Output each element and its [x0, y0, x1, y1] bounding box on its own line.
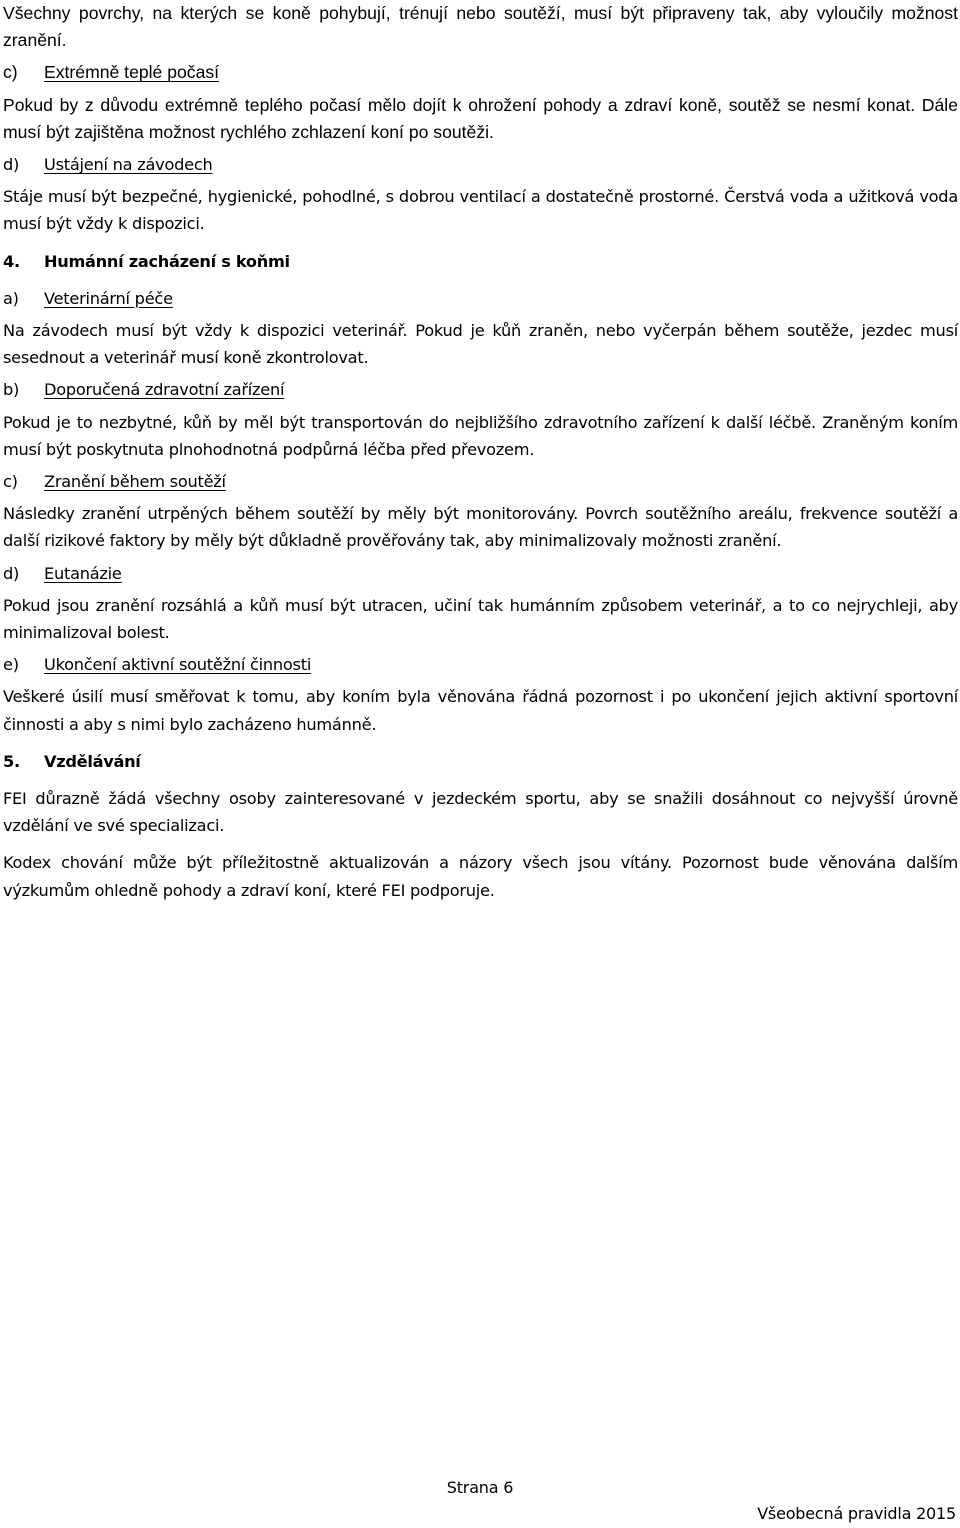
subsection-letter: c)	[3, 62, 18, 83]
page-number	[0, 1478, 960, 1497]
subsection-heading-medical-facilities	[3, 376, 958, 403]
paragraph-hot-weather: Pokud by z důvodu extrémně teplého počasí mělo dojít k ohrožení pohody a zdraví koně, soutěž se nesmí konat. Dále musí být zajištěna možnost rychlého zchlazení koní po soutěži.	[3, 94, 958, 142]
subsection-heading-euthanasia	[3, 560, 958, 587]
section-number: 5.	[3, 751, 20, 771]
paragraph-medical-facilities: Pokud je to nezbytné, kůň by měl být transportován do nejbližšího zdravotního zařízení k další léčbě. Zraněným koním musí být poskytnuta plnohodnotná podpůrná léčba před převozem.	[3, 412, 958, 459]
subsection-letter: a)	[3, 288, 19, 308]
subsection-letter: d)	[3, 155, 20, 175]
paragraph-retirement: Veškeré úsilí musí směřovat k tomu, aby koním byla věnována řádná pozornost i po ukončení jejich aktivní sportovní činnosti a aby s nimi bylo zacházeno humánně.	[3, 687, 958, 734]
document-body	[3, 0, 958, 904]
intro-paragraph: Všechny povrchy, na kterých se koně pohybují, trénují nebo soutěží, musí být připraveny tak, aby vyloučily možnost zranění.	[3, 3, 958, 51]
subsection-title: Zranění během soutěží	[44, 472, 226, 492]
section-title: Humánní zacházení s koňmi	[44, 251, 290, 271]
subsection-letter: b)	[3, 380, 20, 400]
subsection-heading-stabling	[3, 151, 958, 178]
section-title: Vzdělávání	[44, 751, 141, 771]
section-heading-education	[3, 748, 958, 775]
subsection-letter: e)	[3, 655, 19, 675]
paragraph-education: FEI důrazně žádá všechny osoby zainteresované v jezdeckém sportu, aby se snažili dosáhnout co nejvyšší úrovně vzdělání ve své specializaci.	[3, 789, 958, 836]
subsection-title: Veterinární péče	[44, 288, 173, 308]
section-number: 4.	[3, 251, 20, 271]
section-heading-humane-treatment	[3, 248, 958, 275]
paragraph-code-update: Kodex chování může být příležitostně aktualizován a názory všech jsou vítány. Pozornost bude věnována dalším výzkumům ohledně pohody a zdraví koní, které FEI podporuje.	[3, 853, 958, 900]
paragraph-euthanasia: Pokud jsou zranění rozsáhlá a kůň musí být utracen, učiní tak humánním způsobem veterinář, a to co nejrychleji, aby minimalizoval bolest.	[3, 595, 958, 643]
subsection-heading-veterinary-care	[3, 285, 958, 312]
subsection-title: Eutanázie	[44, 563, 122, 583]
subsection-letter: d)	[3, 563, 20, 583]
subsection-title: Extrémně teplé počasí	[44, 62, 220, 83]
subsection-title: Ustájení na závodech	[44, 155, 213, 175]
paragraph-stabling: Stáje musí být bezpečné, hygienické, pohodlné, s dobrou ventilací a dostatečně prostorné. Čerstvá voda a užitková voda musí být vždy k dispozici.	[3, 187, 958, 234]
subsection-title: Ukončení aktivní soutěžní činnosti	[44, 655, 312, 675]
subsection-heading-hot-weather	[3, 59, 958, 86]
document-title-footer: Všeobecná pravidla 2015	[757, 1504, 956, 1523]
paragraph-veterinary-care: Na závodech musí být vždy k dispozici veterinář. Pokud je kůň zraněn, nebo vyčerpán během soutěže, jezdec musí sesednout a veterinář musí koně zkontrolovat.	[3, 321, 958, 368]
subsection-letter: c)	[3, 472, 18, 492]
subsection-heading-competition-injuries	[3, 468, 958, 495]
subsection-heading-retirement	[3, 651, 958, 678]
subsection-title: Doporučená zdravotní zařízení	[44, 380, 285, 400]
paragraph-competition-injuries: Následky zranění utrpěných během soutěží by měly být monitorovány. Povrch soutěžního areálu, frekvence soutěží a další rizikové faktory by měly být důkladně prověřovány tak, aby minimalizovaly možnosti zranění.	[3, 504, 958, 551]
page-number-label: Strana 6	[446, 1478, 514, 1497]
